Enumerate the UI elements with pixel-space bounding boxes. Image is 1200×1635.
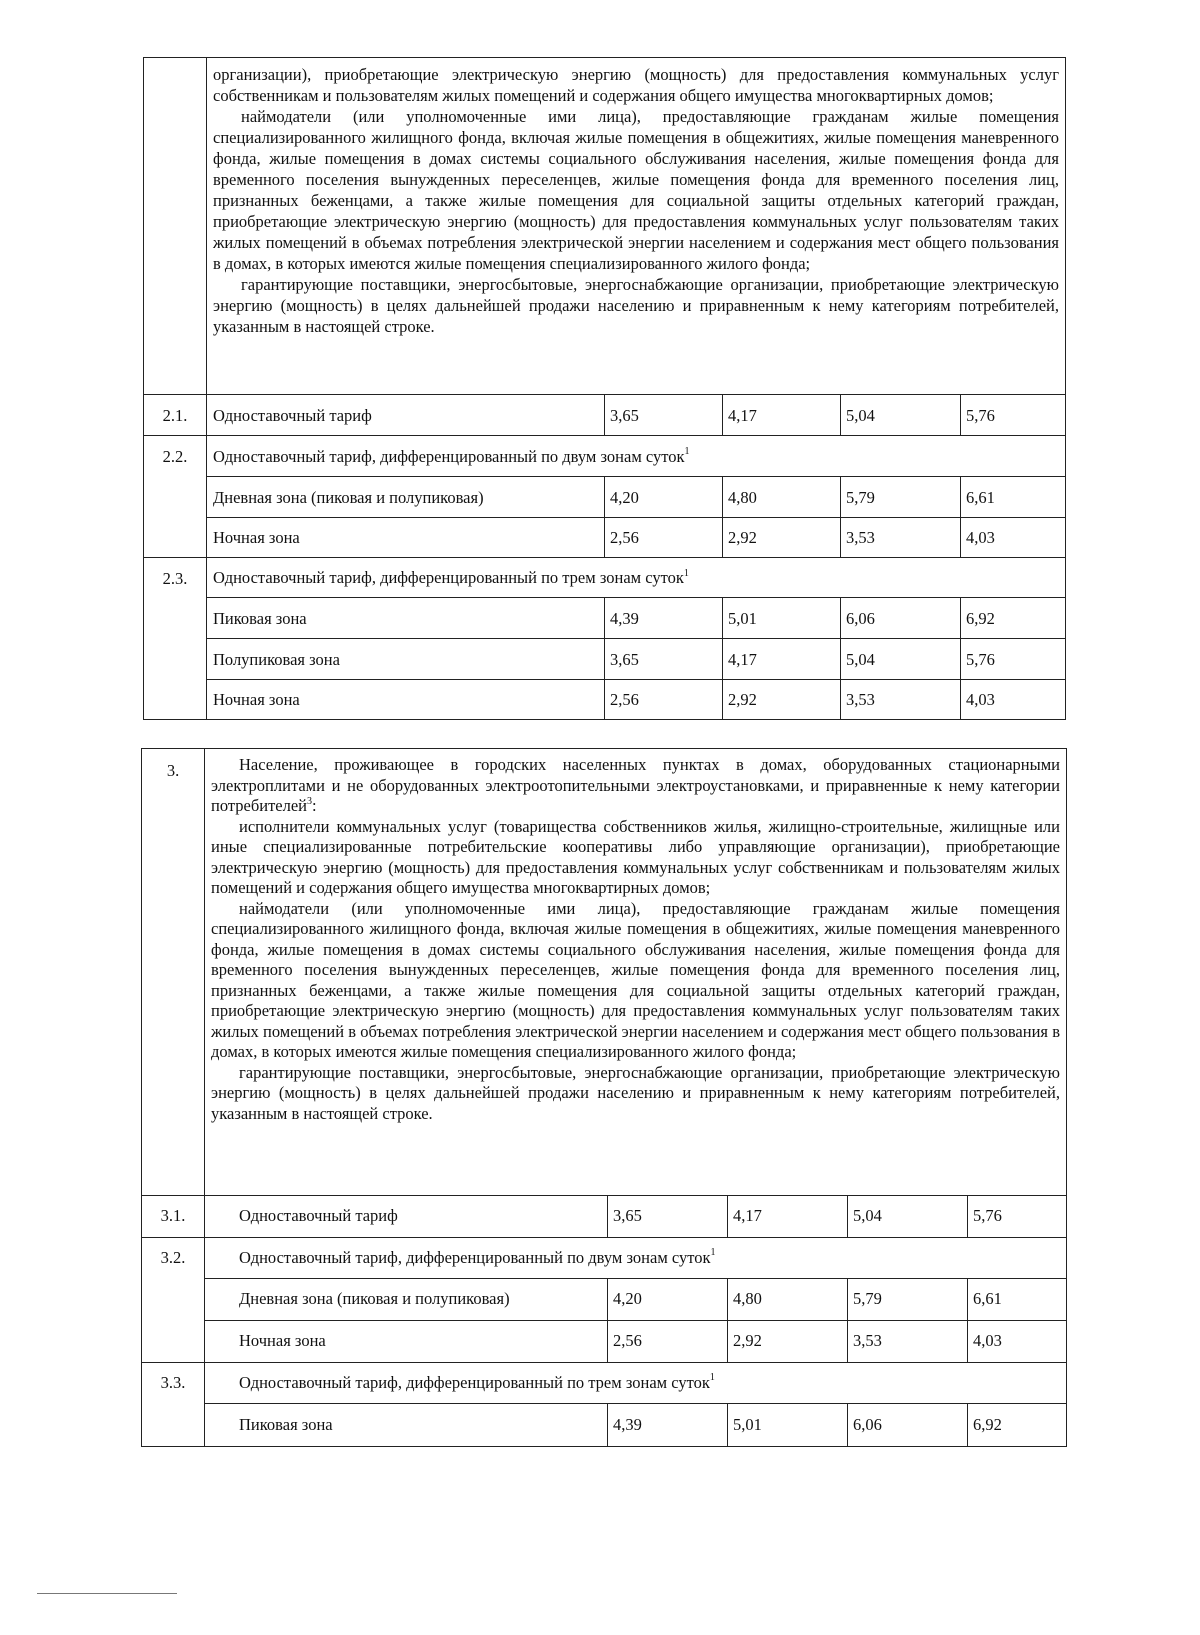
tariff-value: 5,04 xyxy=(841,639,961,680)
row-label: Одноставочный тариф xyxy=(207,395,605,436)
row-number: 2.2. xyxy=(144,436,207,558)
tariff-value: 6,61 xyxy=(968,1279,1067,1321)
tariff-value: 6,06 xyxy=(848,1404,968,1447)
tariff-value: 4,17 xyxy=(723,395,841,436)
tariff-value: 6,92 xyxy=(961,598,1066,639)
tariff-value: 4,03 xyxy=(961,518,1066,558)
tariff-value: 2,56 xyxy=(605,680,723,720)
row-label: Одноставочный тариф, дифференцированный по двум зонам суток xyxy=(239,1247,711,1267)
tariff-value: 4,39 xyxy=(605,598,723,639)
table-row xyxy=(142,1404,1067,1447)
footnote-marker: 1 xyxy=(710,1247,716,1259)
tariff-value: 4,03 xyxy=(961,680,1066,720)
description-paragraph: гарантирующие поставщики, энергосбытовые, энергоснабжающие организации, приобретающие электрическую энергию (мощность) в целях дальнейшей продажи населению и приравненным к нему категориям потребителей, указанным в настоящей строке. xyxy=(213,275,1059,336)
tariff-value: 4,20 xyxy=(608,1279,728,1321)
row-heading xyxy=(207,558,1066,598)
intro-colon: : xyxy=(312,796,317,815)
row-number: 3.2. xyxy=(142,1238,205,1363)
tariff-value: 5,04 xyxy=(841,395,961,436)
table-row xyxy=(144,477,1066,518)
row-label: Ночная зона xyxy=(207,518,605,558)
row-number: 2.3. xyxy=(144,558,207,720)
row-heading xyxy=(205,1363,1067,1404)
table-row xyxy=(144,558,1066,598)
row-label: Одноставочный тариф, дифференцированный по трем зонам суток xyxy=(213,568,684,587)
tariff-value: 4,20 xyxy=(605,477,723,518)
tariff-value: 2,56 xyxy=(608,1321,728,1363)
intro-text: Население, проживающее в городских населенных пунктах в домах, оборудованных стационарными электроплитами и не оборудованных электроотопительными электроустановками, и приравненные к нему категории потребителей xyxy=(211,755,1060,815)
description-paragraph: наймодатели (или уполномоченные ими лица), предоставляющие гражданам жилые помещения специализированного жилищного фонда, включая жилые помещения в общежитиях, жилые помещения маневренного фонда, жилые помещения в домах системы социального обслуживания населения, жилые помещения фонда для временного поселения вынужденных переселенцев, жилые помещения фонда для временного поселения лиц, признанных беженцами, а также жилые помещения для социальной защиты отдельных категорий граждан, приобретающие электрическую энергию (мощность) для предоставления коммунальных услуг пользователям таких жилых помещений в объемах потребления электрической энергии населением и содержания мест общего пользования в домах, в которых имеются жилые помещения специализированного жилого фонда; xyxy=(211,898,1060,1061)
tariff-value: 3,65 xyxy=(605,639,723,680)
table-row xyxy=(142,1363,1067,1404)
table-row xyxy=(142,1238,1067,1279)
tariff-value: 4,80 xyxy=(728,1279,848,1321)
tariff-value: 4,17 xyxy=(728,1196,848,1238)
table-row xyxy=(142,749,1067,1196)
tariff-table-section-3 xyxy=(141,748,1067,1447)
footnote-marker: 3 xyxy=(307,795,312,807)
row-number: 2.1. xyxy=(144,395,207,436)
row-label: Ночная зона xyxy=(207,680,605,720)
table-row xyxy=(142,1321,1067,1363)
row-label: Дневная зона (пиковая и полупиковая) xyxy=(205,1279,608,1321)
row-number-cell xyxy=(144,58,207,395)
tariff-value: 5,76 xyxy=(968,1196,1067,1238)
section-description xyxy=(207,58,1066,395)
tariff-value: 2,92 xyxy=(723,680,841,720)
tariff-value: 3,65 xyxy=(605,395,723,436)
tariff-value: 5,76 xyxy=(961,639,1066,680)
row-label: Одноставочный тариф, дифференцированный по двум зонам суток xyxy=(213,446,685,466)
row-heading xyxy=(205,1238,1067,1279)
tariff-value: 3,53 xyxy=(841,518,961,558)
row-number: 3. xyxy=(142,749,205,1196)
tariff-value: 6,06 xyxy=(841,598,961,639)
row-label: Ночная зона xyxy=(205,1321,608,1363)
tariff-value: 2,92 xyxy=(728,1321,848,1363)
description-intro xyxy=(211,755,1060,817)
row-label: Одноставочный тариф xyxy=(205,1196,608,1238)
row-label: Дневная зона (пиковая и полупиковая) xyxy=(207,477,605,518)
table-row xyxy=(142,1279,1067,1321)
table-row xyxy=(144,395,1066,436)
row-number: 3.1. xyxy=(142,1196,205,1238)
tariff-value: 5,76 xyxy=(961,395,1066,436)
tariff-value: 5,01 xyxy=(728,1404,848,1447)
row-label: Пиковая зона xyxy=(205,1404,608,1447)
section-description xyxy=(205,749,1067,1196)
description-paragraph: наймодатели (или уполномоченные ими лица), предоставляющие гражданам жилые помещения специализированного жилищного фонда, включая жилые помещения в общежитиях, жилые помещения маневренного фонда, жилые помещения в домах системы социального обслуживания населения, жилые помещения фонда для временного поселения вынужденных переселенцев, жилые помещения фонда для временного поселения лиц, признанных беженцами, а также жилые помещения для социальной защиты отдельных категорий граждан, приобретающие электрическую энергию (мощность) для предоставления коммунальных услуг пользователям таких жилых помещений в объемах потребления электрической энергии населением и содержания мест общего пользования в домах, в которых имеются жилые помещения специализированного жилого фонда; xyxy=(213,107,1059,273)
table-row xyxy=(142,1196,1067,1238)
table-row xyxy=(144,518,1066,558)
table-row xyxy=(144,58,1066,395)
tariff-value: 4,03 xyxy=(968,1321,1067,1363)
row-heading xyxy=(207,436,1066,477)
tariff-value: 4,39 xyxy=(608,1404,728,1447)
row-label: Полупиковая зона xyxy=(207,639,605,680)
table-row xyxy=(144,436,1066,477)
tariff-value: 2,56 xyxy=(605,518,723,558)
description-paragraph: гарантирующие поставщики, энергосбытовые, энергоснабжающие организации, приобретающие электрическую энергию (мощность) в целях дальнейшей продажи населению и приравненным к нему категориям потребителей, указанным в настоящей строке. xyxy=(211,1062,1060,1123)
footnote-marker: 1 xyxy=(683,567,689,579)
row-number: 3.3. xyxy=(142,1363,205,1447)
tariff-value: 3,65 xyxy=(608,1196,728,1238)
tariff-value: 4,80 xyxy=(723,477,841,518)
tariff-value: 6,92 xyxy=(968,1404,1067,1447)
description-paragraph: исполнители коммунальных услуг (товарищества собственников жилья, жилищно-строительные, жилищные или иные специализированные потребительские кооперативы либо управляющие организации), приобретающие электрическую энергию (мощность) для предоставления коммунальных услуг собственникам и пользователям жилых помещений и содержания общего имущества многоквартирных домов; xyxy=(211,816,1060,897)
tariff-value: 5,79 xyxy=(841,477,961,518)
footnote-separator xyxy=(37,1593,177,1594)
footnote-marker: 1 xyxy=(684,446,690,457)
tariff-value: 5,79 xyxy=(848,1279,968,1321)
tariff-value: 3,53 xyxy=(848,1321,968,1363)
tariff-value: 6,61 xyxy=(961,477,1066,518)
table-row xyxy=(144,639,1066,680)
table-row xyxy=(144,598,1066,639)
row-label: Одноставочный тариф, дифференцированный по трем зонам суток xyxy=(239,1372,710,1392)
tariff-table-section-2 xyxy=(143,57,1066,720)
description-paragraph: организации), приобретающие электрическую энергию (мощность) для предоставления коммунальных услуг собственникам и пользователям жилых помещений и содержания общего имущества многоквартирных домов; xyxy=(213,65,1059,105)
tariff-value: 5,01 xyxy=(723,598,841,639)
tariff-value: 3,53 xyxy=(841,680,961,720)
tariff-value: 5,04 xyxy=(848,1196,968,1238)
row-label: Пиковая зона xyxy=(207,598,605,639)
footnote-marker: 1 xyxy=(709,1372,715,1384)
tariff-value: 4,17 xyxy=(723,639,841,680)
table-row xyxy=(144,680,1066,720)
tariff-value: 2,92 xyxy=(723,518,841,558)
